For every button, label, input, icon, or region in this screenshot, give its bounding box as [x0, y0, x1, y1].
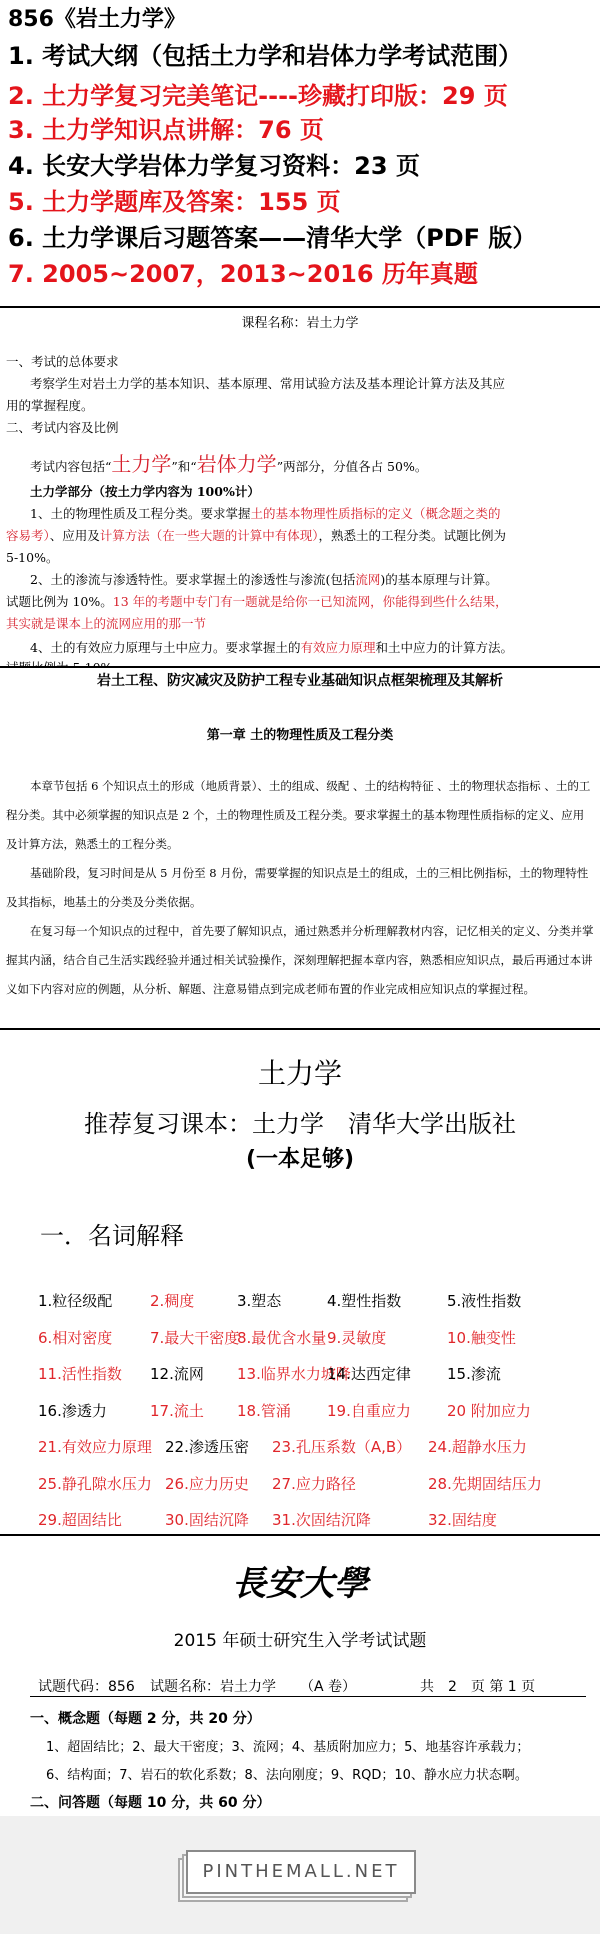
framework-title: 岩土工程、防灾减灾及防护工程专业基础知识点框架梳理及其解析	[97, 673, 503, 689]
material-item-7: 7. 2005~2007，2013~2016 历年真题	[8, 260, 478, 288]
watermark-footer	[0, 1816, 600, 1934]
term-item: 20 附加应力	[447, 1401, 531, 1420]
question-section-heading: 二、问答题（每题 10 分，共 60 分）	[30, 1795, 271, 1811]
terms-page-title: 土力学	[257, 1057, 342, 1090]
term-item: 29.超固结比	[38, 1511, 122, 1529]
soil-mechanics-terms-panel	[0, 1030, 600, 1534]
term-item: 25.静孔隙水压力	[38, 1474, 152, 1493]
term-item: 22.渗透压密	[165, 1438, 249, 1456]
term-item: 30.固结沉降	[165, 1511, 249, 1529]
syllabus-line: 1、土的物理性质及工程分类。要求掌握土的基本物理性质指标的定义（概念题之类的	[30, 506, 501, 521]
textbook-note: (一本足够)	[245, 1147, 355, 1172]
term-item: 1.粒径级配	[38, 1292, 113, 1310]
material-item-4: 4. 长安大学岩体力学复习资料：23 页	[8, 152, 420, 180]
material-item-5: 5. 土力学题库及答案：155 页	[8, 188, 341, 216]
term-item: 11.活性指数	[38, 1365, 122, 1383]
university-logo: 長安大學	[232, 1564, 368, 1604]
pinthemall-logo[interactable]: PINTHEMALL.NET	[186, 1850, 416, 1894]
term-item: 26.应力历史	[165, 1474, 249, 1493]
syllabus-subheading: 土力学部分（按土力学内容为 100%计）	[30, 484, 260, 499]
term-item: 14.达西定律	[327, 1365, 411, 1383]
term-item: 23.孔压系数（A,B）	[272, 1438, 412, 1456]
exam-paper-version: （A 卷）	[300, 1679, 357, 1695]
term-item: 6.相对密度	[38, 1328, 113, 1347]
question-section-heading: 一、概念题（每题 2 分，共 20 分）	[30, 1711, 261, 1727]
material-item-1: 1. 考试大纲（包括土力学和岩体力学考试范围）	[8, 42, 523, 70]
term-item: 7.最大干密度	[150, 1328, 240, 1347]
chapter-heading: 第一章 土的物理性质及工程分类	[206, 728, 394, 743]
term-item: 24.超静水压力	[428, 1438, 527, 1456]
term-item: 18.管涌	[237, 1401, 291, 1420]
syllabus-panel	[0, 308, 600, 666]
section-heading: 一．名词解释	[40, 1222, 184, 1250]
exam-title: 2015 年硕士研究生入学考试试题	[173, 1631, 427, 1651]
exam-pages: 共 2 页 第 1 页	[420, 1679, 536, 1695]
exam-name: 试题名称：岩土力学	[150, 1679, 276, 1695]
term-item: 5.液性指数	[447, 1292, 522, 1310]
term-item: 17.流土	[150, 1401, 204, 1420]
syllabus-line: 其实就是课本上的流网应用的那一节	[6, 616, 207, 631]
syllabus-line: 一、考试的总体要求	[6, 354, 119, 369]
question-line: 6、结构面；7、岩石的软化系数；8、法向刚度；9、RQD；10、静水应力状态啊。	[46, 1768, 528, 1783]
syllabus-line-content-parts: 考试内容包括“土力学”和“岩体力学”两部分，分值各占 50%。	[30, 452, 428, 476]
term-item: 2.稠度	[150, 1292, 195, 1310]
knowledge-framework-panel	[0, 668, 600, 1028]
materials-list-panel	[0, 0, 600, 306]
exam-paper-panel	[0, 1536, 600, 1814]
term-item: 9.灵敏度	[327, 1328, 387, 1347]
term-item: 19.自重应力	[327, 1401, 411, 1420]
term-item: 21.有效应力原理	[38, 1438, 152, 1456]
syllabus-line: 2、土的渗流与渗透特性。要求掌握土的渗透性与渗流(包括流网)的基本原理与计算。	[30, 572, 498, 587]
syllabus-line: 试题比例为 10%。13 年的考题中专门有一题就是给你一已知流网，你能得到些什么结果，	[6, 594, 508, 609]
materials-header: 856《岩土力学》	[8, 7, 186, 32]
syllabus-line: 二、考试内容及比例	[6, 420, 119, 435]
term-item: 27.应力路径	[272, 1474, 356, 1493]
term-item: 28.先期固结压力	[428, 1474, 542, 1493]
syllabus-line: 5-10%。	[6, 550, 59, 565]
syllabus-line: 用的掌握程度。	[6, 398, 94, 413]
term-item: 16.渗透力	[38, 1401, 107, 1420]
header-rule	[30, 1696, 586, 1697]
term-item: 15.渗流	[447, 1365, 501, 1383]
term-item: 13.临界水力坡降	[237, 1365, 351, 1383]
syllabus-line: 容易考）、应用及计算方法（在一些大题的计算中有体现），熟悉土的工程分类。试题比例为	[6, 528, 507, 543]
term-item: 31.次固结沉降	[272, 1511, 371, 1529]
exam-code: 试题代码：856	[38, 1679, 135, 1695]
syllabus-line: 考察学生对岩土力学的基本知识、基本原理、常用试验方法及基本理论计算方法及其应	[30, 376, 506, 391]
material-item-6: 6. 土力学课后习题答案——清华大学（PDF 版）	[8, 224, 537, 252]
course-name: 课程名称：岩土力学	[241, 316, 359, 331]
recommended-textbook: 推荐复习课本：土力学 清华大学出版社	[84, 1110, 516, 1138]
syllabus-line: 4、土的有效应力原理与土中应力。要求掌握土的有效应力原理和土中应力的计算方法。	[30, 640, 513, 655]
material-item-3: 3. 土力学知识点讲解：76 页	[8, 116, 324, 144]
question-line: 1、超固结比；2、最大干密度；3、流网；4、基质附加应力；5、地基容许承载力；	[46, 1740, 530, 1755]
term-item: 8.最优含水量	[237, 1328, 327, 1347]
highlight-soil-mechanics: 土力学	[111, 452, 172, 476]
term-item: 12.流网	[150, 1365, 204, 1383]
term-item: 32.固结度	[428, 1511, 497, 1529]
term-item: 3.塑态	[237, 1292, 282, 1310]
term-item: 10.触变性	[447, 1328, 516, 1347]
framework-paragraph: 本章节包括 6 个知识点土的形成（地质背景）、土的组成、级配 、土的结构特征 、土的物理状态指标 、土的工程分类。其中必须掌握的知识点是 2 个，土的物理性质及工程分类。要求掌握土的基本物理性质指标的定义、应用及计算方法，熟悉土的工程分类。 基础阶段，复习时间是从 5 月份至 8 月份，需要掌握的知识点是土的组成，土的三相比例指标，土的物理特性及其指标，地基土的分类及分类依据。 在复习每一个知识点的过程中，首先要了解知识点，通过熟悉并分析理解教材内容，记忆相关的定义、分类并掌握其内涵，结合自己生活实践经验并通过相关试验操作，深刻理解把握本章内容，熟悉相应知识点，最后再通过本讲义如下内容对应的例题，从分析、解题、注意易错点到完成老师布置的作业完成相应知识点的掌握过程。	[6, 779, 594, 996]
term-item: 4.塑性指数	[327, 1292, 402, 1310]
material-item-2: 2. 土力学复习完美笔记----珍藏打印版：29 页	[8, 82, 508, 110]
highlight-rock-mechanics: 岩体力学	[196, 452, 277, 476]
